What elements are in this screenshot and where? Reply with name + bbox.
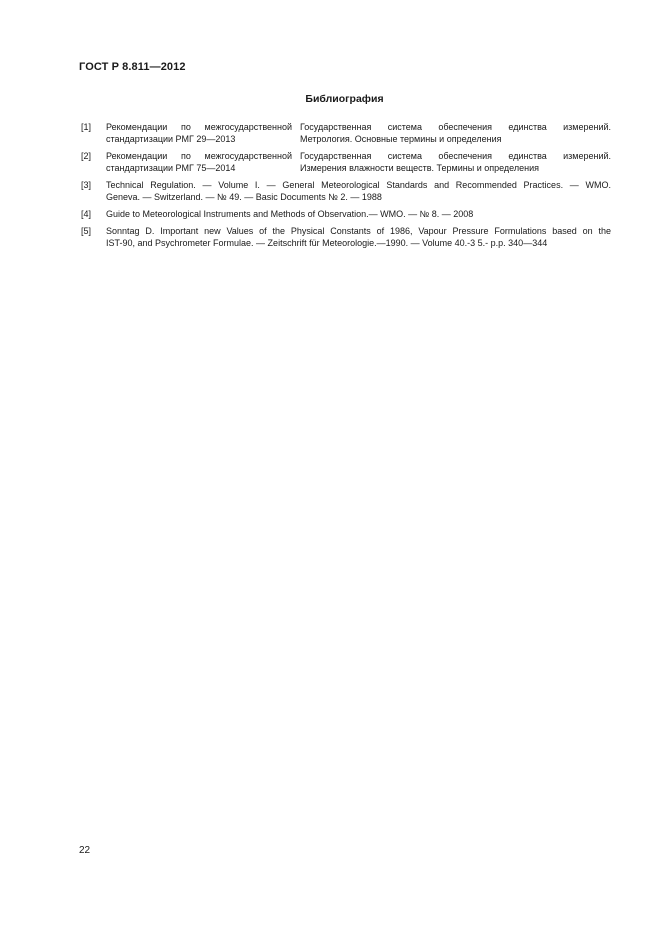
document-header: ГОСТ Р 8.811—2012: [79, 61, 186, 73]
entry-text-line: Geneva. — Switzerland. — № 49. — Basic Documents № 2. — 1988: [106, 192, 382, 202]
entry-source-line: стандартизации РМГ 29—2013: [106, 134, 236, 144]
entry-text: [106, 225, 611, 249]
entry-title-line: Государственная система обеспечения единства измерений.: [300, 122, 611, 132]
entry-number: [2]: [81, 151, 92, 161]
bibliography-entry-1: [81, 121, 611, 145]
entry-number: [5]: [81, 226, 92, 236]
bibliography-entry-3: [81, 179, 611, 203]
entry-source-line: Рекомендации по межгосударственной: [106, 122, 292, 132]
entry-title-line: Метрология. Основные термины и определения: [300, 134, 502, 144]
entry-number: [4]: [81, 209, 92, 219]
entry-source: [106, 121, 300, 145]
entry-text-line: Technical Regulation. — Volume I. — General Meteorological Standards and Recommended Practices. — WMO.: [106, 180, 611, 190]
entry-source-line: Рекомендации по межгосударственной: [106, 151, 292, 161]
entry-text-line: IST-90, and Psychrometer Formulae. — Zeitschrift für Meteorologie.—1990. — Volume 40.-3 5.- p.p. 340—344: [106, 238, 548, 248]
entry-number: [1]: [81, 122, 92, 132]
page-number: 22: [79, 845, 91, 856]
section-title: Библиография: [305, 93, 384, 105]
entry-title-line: Измерения влажности веществ. Термины и определения: [300, 163, 540, 173]
bibliography-entry-4: [81, 208, 611, 220]
bibliography-entry-2: [81, 150, 611, 174]
entry-source: [106, 150, 300, 174]
entry-number: [3]: [81, 180, 92, 190]
entry-title-line: Государственная система обеспечения единства измерений.: [300, 151, 611, 161]
entry-source-line: стандартизации РМГ 75—2014: [106, 163, 236, 173]
bibliography-entry-5: [81, 225, 611, 249]
entry-text-line: Sonntag D. Important new Values of the Physical Constants of 1986, Vapour Pressure Formulations based on the: [106, 226, 611, 236]
entry-text: [106, 179, 611, 203]
entry-title: [300, 121, 611, 145]
entry-text: [106, 208, 611, 220]
entry-text-line: Guide to Meteorological Instruments and Methods of Observation.— WMO. — № 8. — 2008: [106, 209, 474, 219]
bibliography-list: [81, 121, 611, 254]
entry-title: [300, 150, 611, 174]
